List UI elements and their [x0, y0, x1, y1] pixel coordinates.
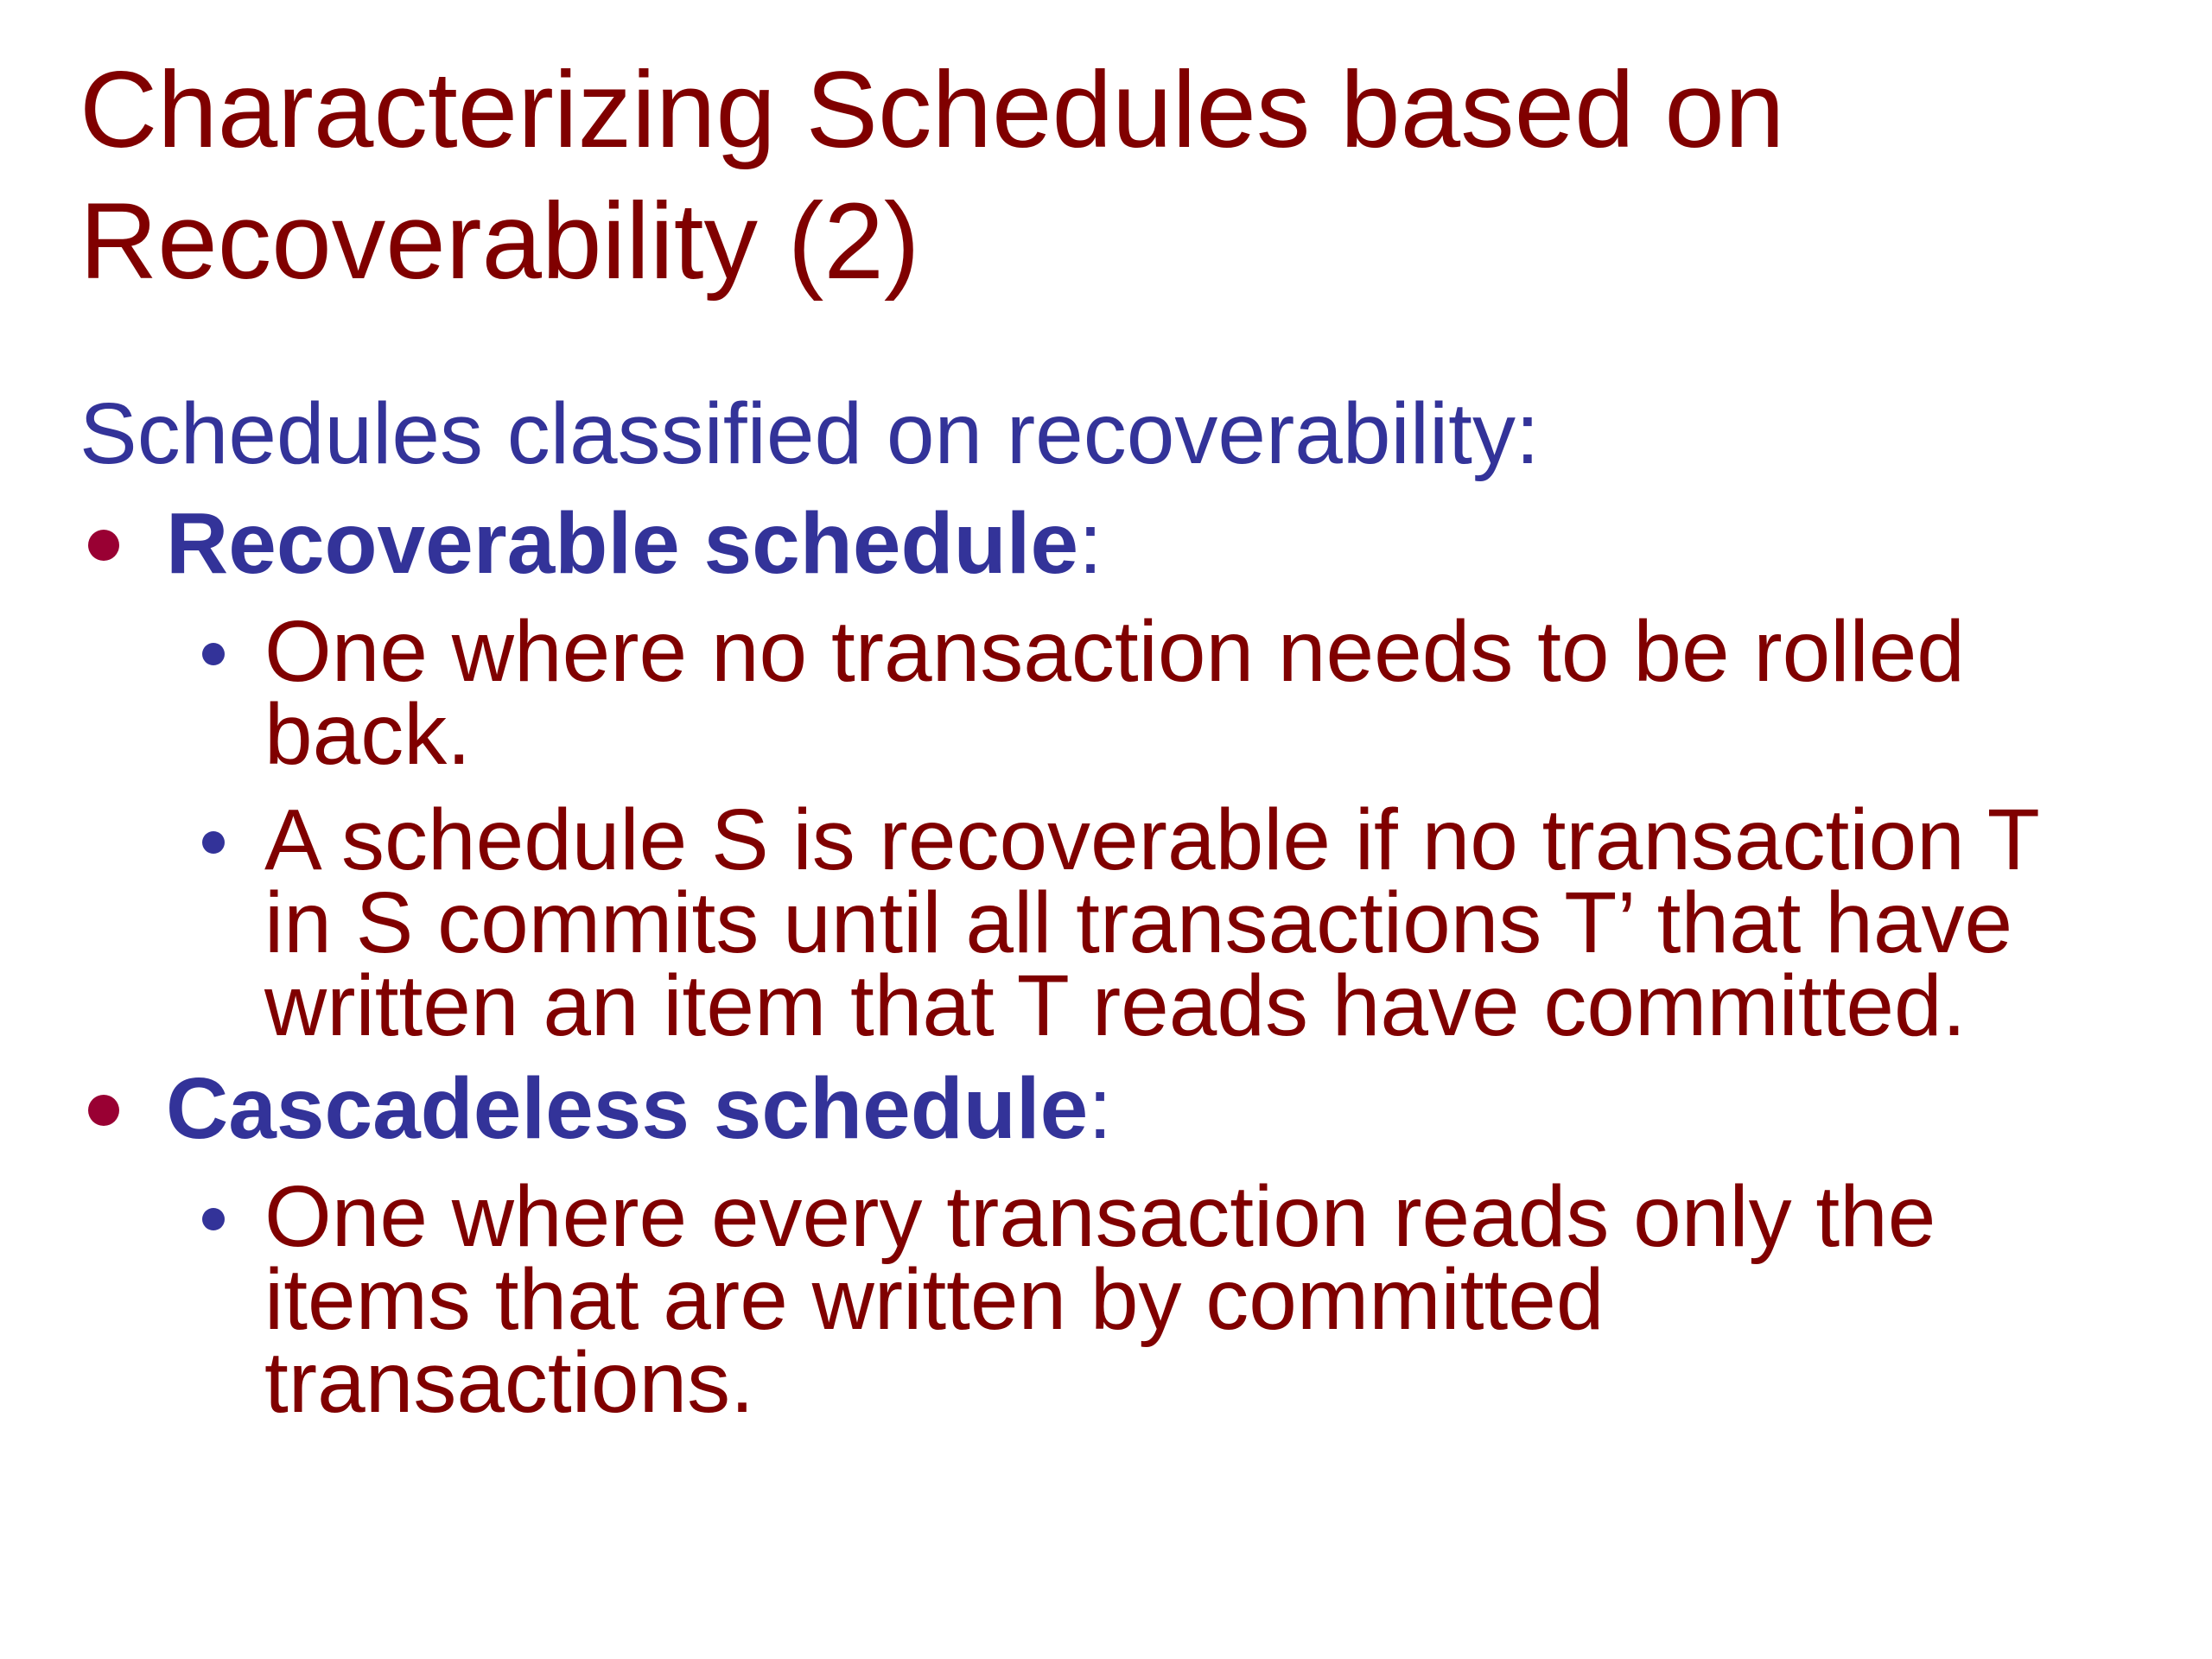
slide-title: Characterizing Schedules based on Recoverability (2) — [79, 50, 1785, 302]
term-heading-wrap — [166, 491, 1103, 596]
term-cascadeless-schedule: Cascadeless schedule — [166, 1060, 1089, 1157]
sub-bullet-text: A schedule S is recoverable if no transaction T in S commits until all transactions T’ that have written an item that T reads have committed. — [264, 791, 2039, 1054]
term-heading-wrap — [166, 1056, 1112, 1161]
sub-bullet-item — [199, 791, 2100, 1054]
term-colon: : — [1078, 495, 1103, 592]
intro-text: Schedules classified on recoverability: — [79, 385, 1540, 482]
sub-bullet-text: One where every transaction reads only the items that are written by committed transactions. — [264, 1168, 1936, 1431]
bullet-dot — [88, 530, 119, 561]
sub-bullet-item — [199, 1168, 2100, 1431]
bullet-dot — [88, 1095, 119, 1126]
sub-bullet-dot — [202, 643, 225, 665]
sub-bullet-item — [199, 603, 2100, 783]
sub-bullet-dot — [202, 831, 225, 854]
term-recoverable-schedule: Recoverable schedule — [166, 495, 1079, 592]
sub-bullet-dot — [202, 1208, 225, 1230]
term-colon: : — [1088, 1060, 1113, 1157]
sub-bullet-text: One where no transaction needs to be rolled back. — [264, 603, 1965, 783]
